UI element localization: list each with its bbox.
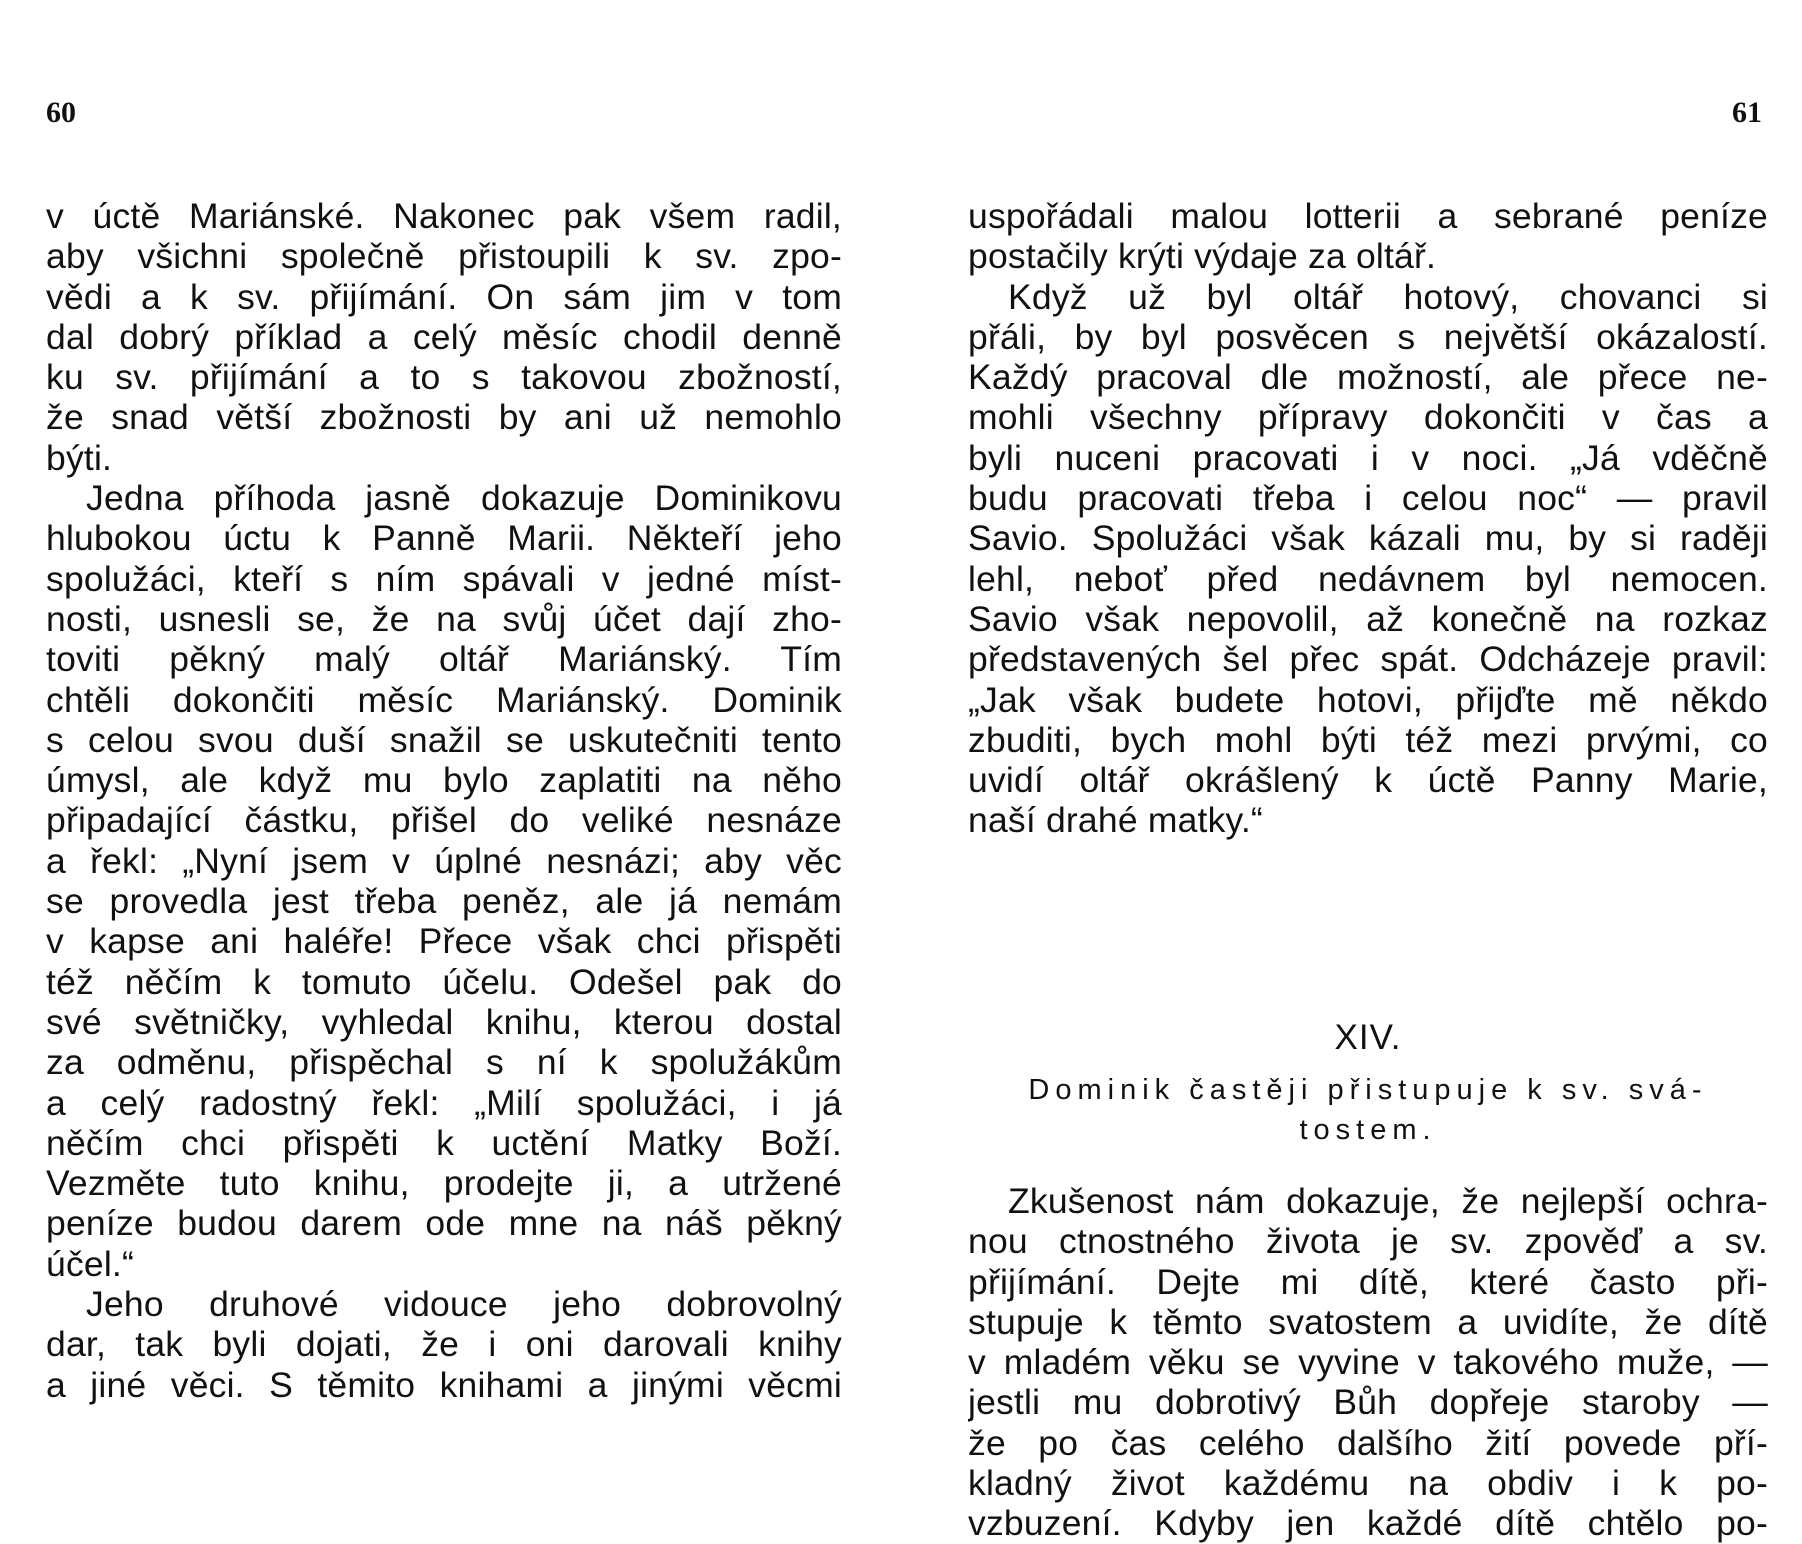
text-line: že snad větší zbožnosti by ani už nemohlo	[46, 397, 842, 438]
text-line: Když už byl oltář hotový, chovanci si	[1008, 276, 1768, 317]
text-line: za odměnu, přispěchal s ní k spolužákům	[46, 1042, 842, 1083]
text-line: budu pracovati třeba i celou noc“ — pravil	[968, 478, 1768, 519]
text-line: Savio. Spolužáci však kázali mu, by si raději	[968, 518, 1768, 559]
text-line: a řekl: „Nyní jsem v úplné nesnázi; aby věc	[46, 840, 842, 881]
text-line: se provedla jest třeba peněz, ale já nemám	[46, 881, 842, 922]
text-line: Jedna příhoda jasně dokazuje Dominikovu	[86, 478, 842, 519]
text-line: dal dobrý příklad a celý měsíc chodil denně	[46, 316, 842, 357]
text-line: uvidí oltář okrášlený k úctě Panny Marie,	[968, 760, 1768, 801]
text-line: aby všichni společně přistoupili k sv. zpo-	[46, 236, 842, 277]
text-line: Každý pracoval dle možností, ale přece ne-	[968, 357, 1768, 398]
text-line: připadající částku, přišel do veliké nesnáze	[46, 800, 842, 841]
chapter-title	[968, 1070, 1768, 1150]
page-number: 60	[46, 96, 76, 129]
text-line: nosti, usnesli se, že na svůj účet dají zho-	[46, 598, 842, 639]
text-line: též něčím k tomuto účelu. Odešel pak do	[46, 961, 842, 1002]
page-number: 61	[1732, 96, 1762, 129]
text-line: své světničky, vyhledal knihu, kterou dostal	[46, 1001, 842, 1042]
text-line: v úctě Mariánské. Nakonec pak všem radil,	[46, 196, 842, 236]
text-line: byli nuceni pracovati i v noci. „Já vděčně	[968, 437, 1768, 478]
text-line: vzbuzení. Kdyby jen každé dítě chtělo po-	[968, 1503, 1768, 1544]
text-line: zbuditi, bych mohl býti též mezi prvými, co	[968, 719, 1768, 760]
text-line: býti.	[46, 437, 113, 478]
chapter-body-text	[968, 1181, 1768, 1544]
text-line: mohli všechny přípravy dokončiti v čas a	[968, 397, 1768, 438]
text-line: chtěli dokončiti měsíc Mariánský. Dominik	[46, 679, 842, 720]
text-line: peníze budou darem ode mne na náš pěkný	[46, 1203, 842, 1244]
text-line: Jeho druhové vidouce jeho dobrovolný	[86, 1284, 842, 1325]
text-line: účel.“	[46, 1243, 135, 1284]
text-line: nou ctnostného života je sv. zpověď a sv.	[968, 1221, 1768, 1262]
text-line: úmysl, ale když mu bylo zaplatiti na něho	[46, 760, 842, 801]
chapter-title-line: tostem.	[1299, 1114, 1437, 1146]
text-line: naší drahé matky.“	[968, 800, 1263, 841]
left-page-text	[46, 196, 842, 1405]
left-page	[0, 0, 880, 1500]
text-line: ku sv. přijímání a to s takovou zbožností,	[46, 357, 842, 398]
text-line: Vezměte tuto knihu, prodejte ji, a utržené	[46, 1163, 842, 1204]
right-page	[900, 0, 1780, 1544]
text-line: přijímání. Dejte mi dítě, které často při-	[968, 1261, 1768, 1302]
text-line: uspořádali malou lotterii a sebrané peníze	[968, 196, 1768, 236]
text-line: lehl, neboť před nedávnem byl nemocen.	[968, 558, 1768, 599]
text-line: představených šel přec spát. Odcházeje pravil:	[968, 639, 1768, 680]
text-line: a celý radostný řekl: „Milí spolužáci, i já	[46, 1082, 842, 1123]
text-line: postačily krýti výdaje za oltář.	[968, 236, 1437, 277]
text-line: že po čas celého dalšího žití povede pří-	[968, 1422, 1768, 1463]
text-line: a jiné věci. S těmito knihami a jinými věcmi	[46, 1364, 842, 1405]
text-line: Savio však nepovolil, až konečně na rozkaz	[968, 598, 1768, 639]
text-line: vědi a k sv. přijímání. On sám jim v tom	[46, 276, 842, 317]
text-line: kladný život každému na obdiv i k po-	[968, 1463, 1768, 1504]
text-line: toviti pěkný malý oltář Mariánský. Tím	[46, 639, 842, 680]
text-line: něčím chci přispěti k uctění Matky Boží.	[46, 1122, 842, 1163]
text-line: Zkušenost nám dokazuje, že nejlepší ochra-	[1008, 1181, 1768, 1221]
chapter-title-line: Dominik častěji přistupuje k sv. svá-	[1028, 1074, 1708, 1106]
text-line: s celou svou duší snažil se uskutečniti tento	[46, 719, 842, 760]
text-line: hlubokou úctu k Panně Marii. Někteří jeho	[46, 518, 842, 559]
text-line: v kapse ani haléře! Přece však chci přispěti	[46, 921, 842, 962]
right-page-text	[968, 196, 1768, 841]
text-line: stupuje k těmto svatostem a uvidíte, že dítě	[968, 1301, 1768, 1342]
text-line: v mladém věku se vyvine v takového muže, —	[968, 1342, 1768, 1383]
text-line: dar, tak byli dojati, že i oni darovali knihy	[46, 1324, 842, 1365]
chapter-number: XIV.	[1334, 1018, 1402, 1057]
text-line: jestli mu dobrotivý Bůh dopřeje staroby —	[968, 1382, 1768, 1423]
text-line: spolužáci, kteří s ním spávali v jedné míst-	[46, 558, 842, 599]
text-line: „Jak však budete hotovi, přijďte mě někdo	[968, 679, 1768, 720]
text-line: přáli, by byl posvěcen s největší okázalostí.	[968, 316, 1768, 357]
